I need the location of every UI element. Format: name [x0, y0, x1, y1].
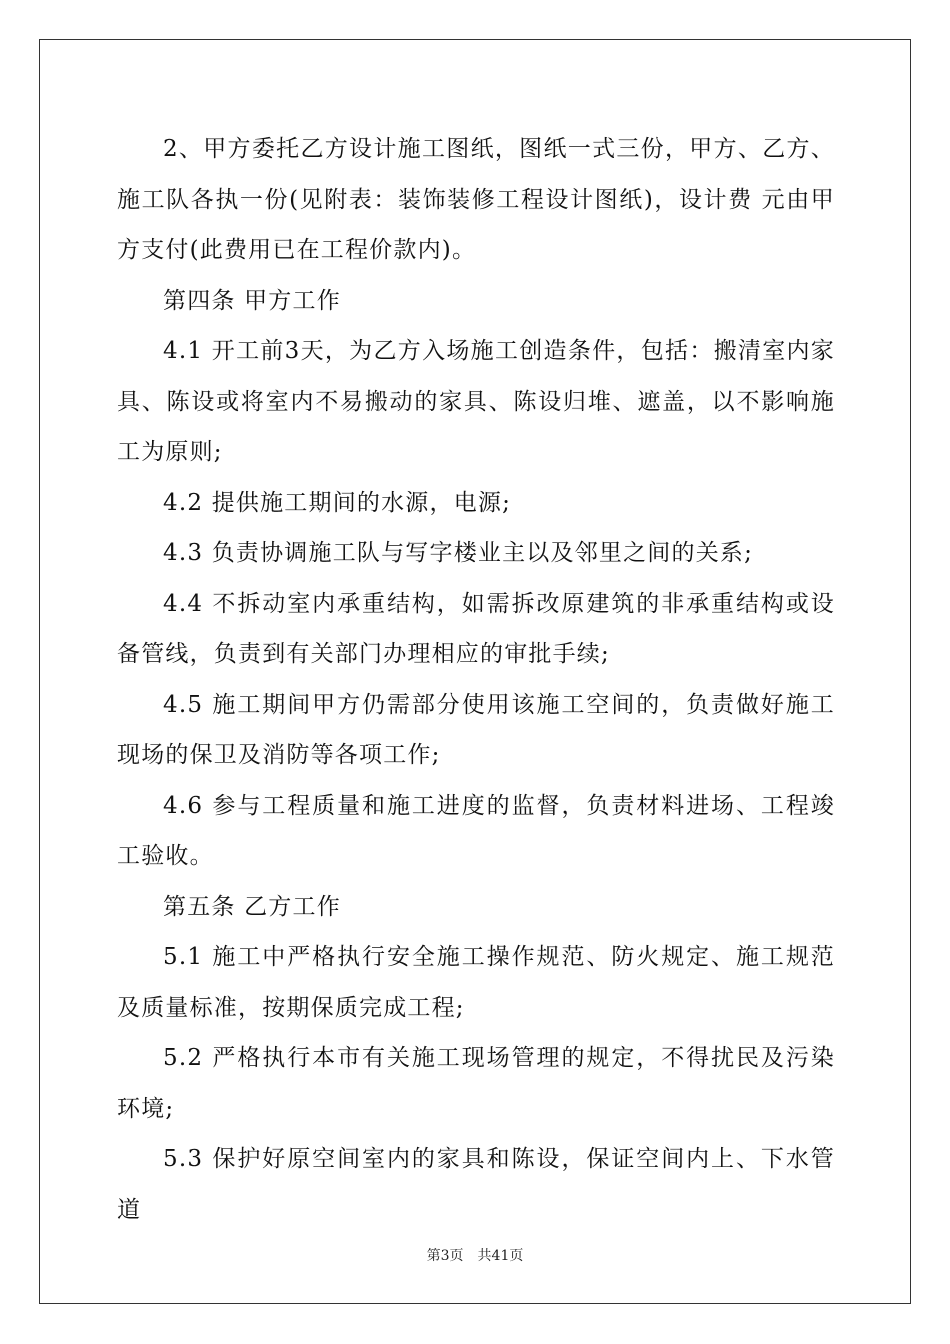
paragraph-design-drawings: 2、甲方委托乙方设计施工图纸，图纸一式三份，甲方、乙方、施工队各执一份(见附表：装饰装修工程设计图纸)，设计费 元由甲方支付(此费用已在工程价款内)。 — [117, 136, 835, 263]
clause-4-3: 4.3 负责协调施工队与写字楼业主以及邻里之间的关系; — [163, 540, 754, 566]
clause-4-2: 4.2 提供施工期间的水源，电源; — [163, 489, 512, 516]
clause-4-6: 4.6 参与工程质量和施工进度的监督，负责材料进场、工程竣工验收。 — [117, 792, 835, 869]
clause-5-3: 5.3 保护好原空间室内的家具和陈设，保证空间内上、下水管道 — [117, 1146, 835, 1223]
clause-5-1: 5.1 施工中严格执行安全施工操作规范、防火规定、施工规范及质量标准，按期保质完成工程; — [117, 944, 835, 1021]
clause-5-2: 5.2 严格执行本市有关施工现场管理的规定，不得扰民及污染环境; — [117, 1045, 835, 1122]
page-number: 第3页 — [426, 1248, 464, 1264]
clause-4-5: 4.5 施工期间甲方仍需部分使用该施工空间的，负责做好施工现场的保卫及消防等各项工作; — [117, 691, 835, 768]
page-footer — [0, 1245, 950, 1265]
total-pages: 共41页 — [477, 1248, 524, 1264]
clause-4-1: 4.1 开工前3天，为乙方入场施工创造条件，包括：搬清室内家具、陈设或将室内不易搬动的家具、陈设归堆、遮盖，以不影响施工为原则; — [117, 338, 835, 465]
heading-article-5: 第五条 乙方工作 — [163, 893, 341, 920]
heading-article-4: 第四条 甲方工作 — [163, 287, 341, 314]
document-body — [117, 124, 835, 1235]
clause-4-4: 4.4 不拆动室内承重结构，如需拆改原建筑的非承重结构或设备管线，负责到有关部门办理相应的审批手续; — [117, 590, 835, 667]
